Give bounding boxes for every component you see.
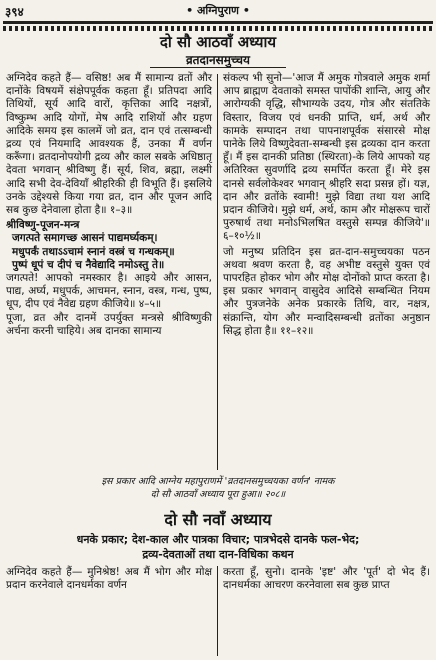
column-divider — [217, 74, 218, 470]
chapter1-right-column — [223, 72, 430, 338]
chapter-title: दो सौ आठवाँ अध्याय — [159, 33, 277, 51]
chapter-title: दो सौ नवाँ अध्याय — [164, 510, 272, 529]
chapter2-left-column — [6, 566, 212, 592]
chapter-subtitle: द्रव्य-देवताओं तथा दान-विधिका कथन — [142, 548, 294, 561]
header-rule — [3, 21, 433, 24]
page-header — [0, 0, 436, 22]
paragraph: जो मनुष्य प्रतिदिन इस व्रत-दान-समुच्चयका पठन अथवा श्रवण करता है, वह अभीष्ट वस्तुसे युक्त एवं पापरहित होकर भोग और मोक्ष दोनोंको प्राप्त करता है। इस प्रकार भगवान् वासुदेव आदिसे सम्बन्धित नियम और पुत्रजनेके अनेक प्रकारके तिथि, वार, नक्षत्र, संक्रान्ति, योग और मन्वादिसम्बन्धी व्रतोंका अनुष्ठान सिद्ध होता है॥ ११–१२॥ — [223, 245, 430, 337]
shloka-line: जगत्पते समागच्छ आसनं पाद्यमर्घ्यकम्। — [12, 232, 158, 245]
paragraph: करता हूँ, सुनो। दानके 'इष्ट' और 'पूर्त' दो भेद हैं। दानधर्मका आचरण करनेवाला सब कुछ प्राप्त — [223, 566, 430, 592]
page-number: ३९४ — [5, 5, 24, 19]
chapter1-left-column — [6, 72, 212, 338]
subtitle-underline — [150, 67, 286, 68]
colophon-line-1: इस प्रकार आदि आग्नेय महापुराणमें 'व्रतदानसमुच्चयका वर्णन' नामक — [101, 476, 335, 487]
running-title: • अग्निपुराण • — [186, 4, 250, 17]
mantra-heading: श्रीविष्णु-पूजन-मन्त्र — [6, 219, 80, 232]
shloka-line: मधुपर्कं तथाऽऽचामं स्नानं वस्त्रं च गन्धकम्॥ — [12, 245, 175, 258]
colophon-line-2: दो सौ आठवाँ अध्याय पूरा हुआ॥ २०८॥ — [150, 489, 286, 500]
paragraph: जगत्पते! आपको नमस्कार है। आइये और आसन, पाद्य, अर्घ्य, मधुपर्क, आचमन, स्नान, वस्त्र, गन्ध, पुष्प, धूप, दीप एवं नैवेद्य ग्रहण कीजिये॥ ४–५॥ — [6, 272, 212, 311]
chapter-subtitle: व्रतदानसमुच्चय — [185, 53, 251, 67]
header-ornament-band — [3, 26, 433, 31]
chapter-subtitle: धनके प्रकार; देश-काल और पात्रका विचार; पात्रभेदसे दानके फल-भेद; — [76, 533, 360, 546]
chapter2-right-column — [223, 566, 430, 592]
paragraph: अग्निदेव कहते हैं— वसिष्ठ! अब मैं सामान्य व्रतों और दानोंके विषयमें संक्षेपपूर्वक कहता हूँ। प्रतिपदा आदि तिथियों, सूर्य आदि वारों, कृत्तिका आदि नक्षत्रों, विष्कुम्भ आदि योगों, मेष आदि राशियों और ग्रहण आदिके समय इस कालमें जो व्रत, दान एवं तत्सम्बन्धी द्रव्य एवं नियमादि आवश्यक हैं, उनका मैं वर्णन करूँगा। व्रतदानोपयोगी द्रव्य और काल सबके अधिष्ठातृ देवता भगवान् श्रीविष्णु हैं। सूर्य, शिव, ब्रह्मा, लक्ष्मी आदि सभी देव-देवियाँ श्रीहरिकी ही विभूति हैं। इसलिये उनके उद्देश्यसे किया गया व्रत, दान और पूजन आदि सब कुछ देनेवाला होता है॥ १–३॥ — [6, 72, 212, 217]
column-divider — [217, 566, 218, 656]
paragraph: संकल्प भी सुनो—'आज मैं अमुक गोत्रवाले अमुक शर्मा आप ब्राह्मण देवताको समस्त पापोंकी शान्ति, आयु और आरोग्यकी वृद्धि, सौभाग्यके उदय, गोत्र और संततिके विस्तार, विजय एवं धनकी प्राप्ति, धर्म, अर्थ और कामके सम्पादन तथा पापनाशपूर्वक संसारसे मोक्ष पानेके लिये विष्णुदेवता-सम्बन्धी इस द्रव्यका दान करता हूँ। मैं इस दानकी प्रतिष्ठा (स्थिरता)-के लिये आपको यह अतिरिक्त सुवर्णादि द्रव्य समर्पित करता हूँ। मेरे इस दानसे सर्वलोकेश्वर भगवान् श्रीहरि सदा प्रसन्न हों। यज्ञ, दान और व्रतोंके स्वामी! मुझे विद्या तथा यश आदि प्रदान कीजिये। मुझे धर्म, अर्थ, काम और मोक्षरूप चारों पुरुषार्थ तथा मनोऽभिलषित वस्तुसे सम्पन्न कीजिये'॥ ६–१०½॥ — [223, 72, 430, 243]
paragraph: पूजा, व्रत और दानमें उपर्युक्त मन्त्रसे श्रीविष्णुकी अर्चना करनी चाहिये। अब दानका सामान्य — [6, 311, 212, 337]
paragraph: अग्निदेव कहते हैं— मुनिश्रेष्ठ! अब मैं भोग और मोक्ष प्रदान करनेवाले दानधर्मका वर्णन — [6, 566, 212, 592]
shloka-line: पुष्पं धूपं च दीपं च नैवेद्यादि नमोऽस्तु ते॥ — [12, 258, 165, 271]
